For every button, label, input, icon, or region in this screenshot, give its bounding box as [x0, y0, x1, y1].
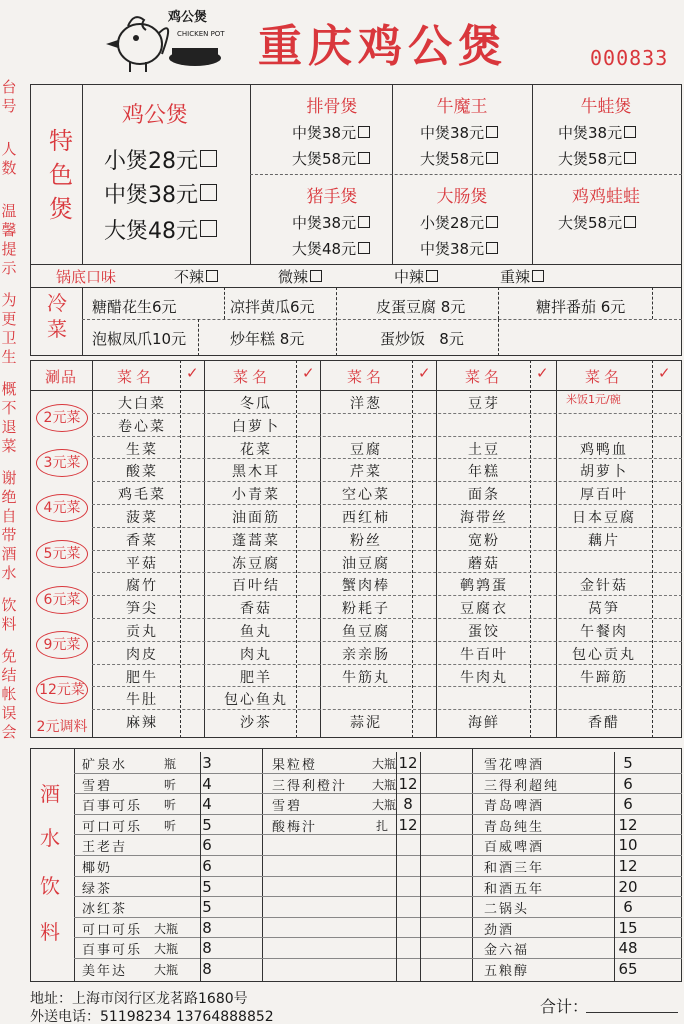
dish-item: 胡萝卜: [580, 464, 628, 481]
note-no-own-drinks: 谢绝自带酒水: [1, 469, 17, 582]
drink-name: 果粒橙: [272, 758, 318, 773]
spice-mild[interactable]: 微辣: [278, 266, 322, 287]
chicken-pot-small[interactable]: 小煲28元: [104, 144, 217, 175]
drink-price: 12: [398, 774, 418, 793]
dish-item: 油豆腐: [342, 555, 390, 572]
dish-item: 包心贡丸: [572, 646, 636, 663]
drink-price: 8: [202, 960, 212, 978]
intestine-pot-medium[interactable]: 中煲38元: [420, 238, 498, 259]
dish-item: 海鲜: [468, 715, 500, 732]
dish-item: 肥羊: [240, 669, 272, 686]
cold-item: 糖拌番茄 6元: [536, 298, 626, 316]
dish-item: 油面筋: [232, 510, 280, 526]
chicken-pot-medium[interactable]: 中煲38元: [104, 178, 217, 209]
dish-item: 宽粉: [468, 532, 500, 549]
dish-item: 亲亲肠: [342, 646, 390, 663]
checkbox[interactable]: [624, 216, 636, 228]
dish-item: 金针菇: [580, 578, 628, 595]
note-drinks: 饮料: [1, 596, 17, 633]
drink-price: 6: [623, 795, 633, 814]
dish-item: 鸡毛菜: [118, 487, 166, 504]
cold-item: 皮蛋豆腐 8元: [376, 298, 466, 316]
drink-name: 和酒三年: [484, 861, 545, 876]
total-field[interactable]: [586, 1012, 678, 1013]
rice-note: 米饭1元/碗: [566, 393, 621, 406]
drink-name: 冰红茶: [82, 902, 128, 918]
dish-item: 生菜: [126, 441, 158, 458]
chicken-frog-name: 鸡鸡蛙蛙: [572, 187, 640, 207]
dish-item: 平菇: [126, 555, 158, 572]
bull-king-name: 牛魔王: [436, 97, 488, 117]
drink-name: 金六福: [484, 943, 530, 959]
dish-item: 卷心菜: [118, 418, 166, 435]
drink-price: 6: [623, 774, 633, 793]
drink-name: 雪花啤酒: [484, 758, 545, 773]
checkbox[interactable]: [200, 220, 217, 237]
drink-name: 二锅头: [484, 902, 530, 918]
drink-name: 三得利超纯: [484, 778, 560, 794]
dish-item: 肉皮: [126, 646, 158, 663]
drink-name: 青岛啤酒: [484, 799, 545, 815]
checkbox[interactable]: [358, 152, 370, 164]
drink-name: 可口可乐: [82, 922, 143, 938]
dish-item: 蘑菇: [468, 555, 500, 572]
dish-item: 鱼丸: [240, 624, 272, 640]
drink-unit: 扎: [376, 818, 389, 833]
dish-item: 西红柿: [342, 510, 390, 526]
bullfrog-pot-name: 牛蛙煲: [580, 97, 632, 117]
spice-none[interactable]: 不辣: [174, 266, 218, 287]
pork-trotter-name: 猪手煲: [306, 187, 358, 207]
checkbox[interactable]: [206, 270, 218, 282]
delivery-phone: 外送电话：51198234 13764888852: [30, 1009, 274, 1024]
checkbox[interactable]: [200, 184, 217, 201]
drink-name: 王老吉: [82, 840, 128, 856]
dish-item: 花菜: [240, 441, 272, 458]
checkbox[interactable]: [486, 152, 498, 164]
cold-dishes-label: 冷菜: [47, 291, 67, 341]
checkbox[interactable]: [310, 270, 322, 282]
checkbox[interactable]: [624, 152, 636, 164]
drink-price: 8: [403, 795, 413, 814]
drink-price: 5: [202, 877, 212, 896]
dish-item: 牛肉丸: [460, 669, 508, 686]
col-header: 菜名: [464, 368, 503, 386]
drink-name: 和酒五年: [484, 881, 545, 897]
dish-item: 笋尖: [126, 601, 158, 618]
dish-item: 酸菜: [126, 464, 158, 481]
drink-name: 雪碧: [272, 799, 303, 815]
rib-pot-name: 排骨煲: [306, 97, 358, 117]
specials-label: 特色煲: [49, 127, 73, 223]
intestine-pot-small[interactable]: 小煲28元: [420, 212, 498, 233]
drink-price: 8: [202, 918, 212, 937]
cold-item: 蛋炒饭 8元: [380, 330, 464, 348]
note-table-number: 台号: [1, 78, 17, 115]
checkbox[interactable]: [358, 216, 370, 228]
price-tier: 2元调料: [36, 719, 88, 735]
drink-price: 12: [618, 815, 638, 834]
dish-item: 冻豆腐: [232, 555, 280, 572]
drink-price: 15: [618, 918, 638, 937]
dish-item: 日本豆腐: [572, 510, 636, 526]
dish-item: 粉丝: [350, 532, 382, 549]
drink-name: 百事可乐: [82, 799, 143, 815]
bullfrog-pot-medium[interactable]: 中煲38元: [558, 122, 636, 143]
drink-price: 3: [202, 754, 212, 772]
drink-name: 美年达: [82, 964, 128, 979]
dish-item: 腐竹: [126, 578, 158, 595]
drinks-label-1: 酒: [40, 782, 60, 806]
dish-item: 豆芽: [468, 396, 500, 412]
dish-item: 黑木耳: [232, 464, 280, 481]
drink-name: 劲酒: [484, 922, 515, 938]
dish-item: 蟹肉棒: [342, 578, 390, 595]
drinks-label-2: 水: [40, 826, 60, 850]
dish-item: 鱼豆腐: [342, 624, 390, 640]
col-header: 菜名: [116, 368, 155, 386]
checkbox[interactable]: [358, 242, 370, 254]
dish-item: 芹菜: [350, 464, 382, 481]
bullfrog-pot-large[interactable]: 大煲58元: [558, 148, 636, 169]
cold-item: 凉拌黄瓜6元: [230, 298, 315, 316]
rib-pot-large[interactable]: 大煲58元: [292, 148, 370, 169]
dish-item: 牛筋丸: [342, 669, 390, 686]
dish-item: 百叶结: [232, 578, 280, 595]
drink-name: 酸梅汁: [272, 819, 318, 835]
drink-price: 4: [202, 795, 212, 814]
note-reminder: 温馨提示: [1, 202, 17, 277]
drink-price: 20: [618, 877, 638, 896]
dish-item: 香醋: [588, 715, 620, 732]
drink-unit: 听: [164, 777, 177, 792]
price-tier: 2元菜: [36, 404, 88, 432]
dish-item: 土豆: [468, 441, 500, 458]
drink-price: 4: [202, 774, 212, 793]
drink-price: 5: [202, 898, 212, 917]
drink-name: 矿泉水: [82, 758, 128, 773]
dish-item: 海带丝: [460, 510, 508, 526]
spice-medium[interactable]: 中辣: [394, 266, 438, 287]
dish-item: 白萝卜: [232, 418, 280, 435]
drinks-label-3: 饮: [40, 874, 60, 898]
drink-price: 48: [618, 939, 638, 958]
checkbox[interactable]: [486, 242, 498, 254]
total-label: 合计：: [540, 997, 589, 1016]
dish-item: 麻辣: [126, 715, 158, 732]
price-tier: 12元菜: [36, 676, 88, 704]
hotpot-header: 涮品: [44, 368, 77, 386]
dish-item: 面条: [468, 487, 500, 504]
dish-item: 空心菜: [342, 487, 390, 504]
pork-trotter-medium[interactable]: 中煲38元: [292, 212, 370, 233]
drink-price: 65: [618, 960, 638, 978]
col-header: 菜名: [584, 368, 623, 386]
price-tier: 9元菜: [36, 631, 88, 659]
drink-unit: 听: [164, 818, 177, 833]
dish-item: 牛蹄筋: [580, 669, 628, 686]
dish-item: 香菜: [126, 532, 158, 549]
dish-item: 鹌鹑蛋: [460, 578, 508, 595]
dish-item: 豆腐衣: [460, 601, 508, 618]
drink-price: 12: [618, 857, 638, 875]
drink-unit: 大瓶: [154, 942, 179, 957]
checkbox[interactable]: [624, 126, 636, 138]
dish-item: 菠菜: [126, 510, 158, 526]
dish-item: 肉丸: [240, 646, 272, 663]
checkbox[interactable]: [486, 216, 498, 228]
spice-hot[interactable]: 重辣: [500, 266, 544, 287]
checkbox[interactable]: [200, 150, 217, 167]
check-mark-header: ✓: [302, 364, 315, 382]
page-title: 重庆鸡公煲: [258, 21, 508, 72]
drink-price: 6: [202, 836, 212, 855]
dish-item: 大白菜: [118, 396, 166, 412]
check-mark-header: ✓: [186, 364, 199, 382]
drink-unit: 大瓶: [154, 921, 179, 936]
drink-name: 雪碧: [82, 778, 113, 794]
drink-name: 百事可乐: [82, 943, 143, 959]
chicken-pot-name: 鸡公煲: [122, 103, 189, 128]
drink-name: 五粮醇: [484, 964, 530, 979]
cold-item: 泡椒凤爪10元: [92, 330, 187, 348]
note-hygiene: 为更卫生: [1, 291, 17, 366]
note-bill: 免结帐误会: [1, 647, 17, 741]
dish-item: 小青菜: [232, 487, 280, 504]
logo-text: 鸡公煲: [168, 10, 208, 25]
drink-name: 百威啤酒: [484, 840, 545, 856]
dish-item: 香菇: [240, 601, 272, 618]
drink-name: 椰奶: [82, 861, 113, 876]
check-mark-header: ✓: [536, 364, 549, 382]
note-no-return: 概不退菜: [1, 380, 17, 455]
pork-trotter-large[interactable]: 大煲48元: [292, 238, 370, 259]
dish-item: 牛肚: [126, 692, 158, 709]
intestine-pot-name: 大肠煲: [436, 187, 488, 207]
drink-unit: 瓶: [164, 757, 177, 771]
dish-item: 冬瓜: [240, 396, 272, 412]
dish-item: 莴笋: [588, 601, 620, 618]
drinks-label-4: 料: [40, 920, 60, 944]
rib-pot-medium[interactable]: 中煲38元: [292, 122, 370, 143]
cold-item: 炒年糕 8元: [230, 330, 305, 348]
drink-price: 10: [618, 836, 638, 855]
dish-item: 粉耗子: [342, 601, 390, 618]
price-tier: 6元菜: [36, 586, 88, 614]
checkbox[interactable]: [358, 126, 370, 138]
spice-label: 锅底口味: [56, 268, 117, 286]
dish-item: 洋葱: [350, 396, 382, 412]
drink-price: 5: [623, 754, 633, 772]
drink-unit: 大瓶: [372, 757, 397, 771]
checkbox[interactable]: [426, 270, 438, 282]
address: 地址：上海市闵行区龙茗路1680号: [30, 991, 248, 1007]
note-guest-count: 人数: [1, 140, 17, 177]
dish-item: 年糕: [468, 464, 500, 481]
drink-price: 12: [398, 754, 418, 772]
dish-item: 沙茶: [240, 715, 272, 732]
drink-price: 6: [623, 898, 633, 917]
dish-item: 肥牛: [126, 669, 158, 686]
drink-unit: 大瓶: [154, 963, 179, 977]
drink-name: 三得利橙汁: [272, 778, 348, 794]
bull-king-medium[interactable]: 中煲38元: [420, 122, 498, 143]
dish-item: 牛百叶: [460, 646, 508, 663]
price-tier: 5元菜: [36, 540, 88, 568]
drink-unit: 听: [164, 798, 177, 813]
check-mark-header: ✓: [418, 364, 431, 382]
dish-item: 蛋饺: [468, 624, 500, 640]
dish-item: 蓬蒿菜: [232, 532, 280, 549]
dish-item: 藕片: [588, 532, 620, 549]
dish-item: 豆腐: [350, 441, 382, 458]
drink-price: 6: [202, 857, 212, 875]
logo-subtext: CHICKEN POT: [177, 30, 225, 38]
drink-name: 可口可乐: [82, 819, 143, 835]
cold-item: 糖醋花生6元: [92, 298, 177, 316]
chicken-frog-large[interactable]: 大煲58元: [558, 212, 636, 233]
serial-number: 000833: [590, 46, 669, 70]
drink-price: 8: [202, 939, 212, 958]
drink-price: 5: [202, 815, 212, 834]
drink-name: 青岛纯生: [484, 819, 545, 835]
bull-king-large[interactable]: 大煲58元: [420, 148, 498, 169]
drink-unit: 大瓶: [372, 798, 397, 813]
drink-unit: 大瓶: [372, 777, 397, 792]
dish-item: 厚百叶: [580, 487, 628, 504]
col-header: 菜名: [232, 368, 271, 386]
chicken-pot-large[interactable]: 大煲48元: [104, 214, 217, 245]
left-vertical-note: [0, 78, 18, 755]
price-tier: 4元菜: [36, 494, 88, 522]
price-tier: 3元菜: [36, 449, 88, 477]
checkbox[interactable]: [486, 126, 498, 138]
check-mark-header: ✓: [658, 364, 671, 382]
checkbox[interactable]: [532, 270, 544, 282]
dish-item: 包心鱼丸: [224, 692, 288, 709]
dish-item: 午餐肉: [580, 624, 628, 640]
col-header: 菜名: [346, 368, 385, 386]
drink-price: 12: [398, 815, 418, 834]
drink-name: 绿茶: [82, 881, 113, 897]
dish-item: 蒜泥: [350, 715, 382, 732]
dish-item: 鸡鸭血: [580, 441, 628, 458]
dish-item: 贡丸: [126, 624, 158, 640]
